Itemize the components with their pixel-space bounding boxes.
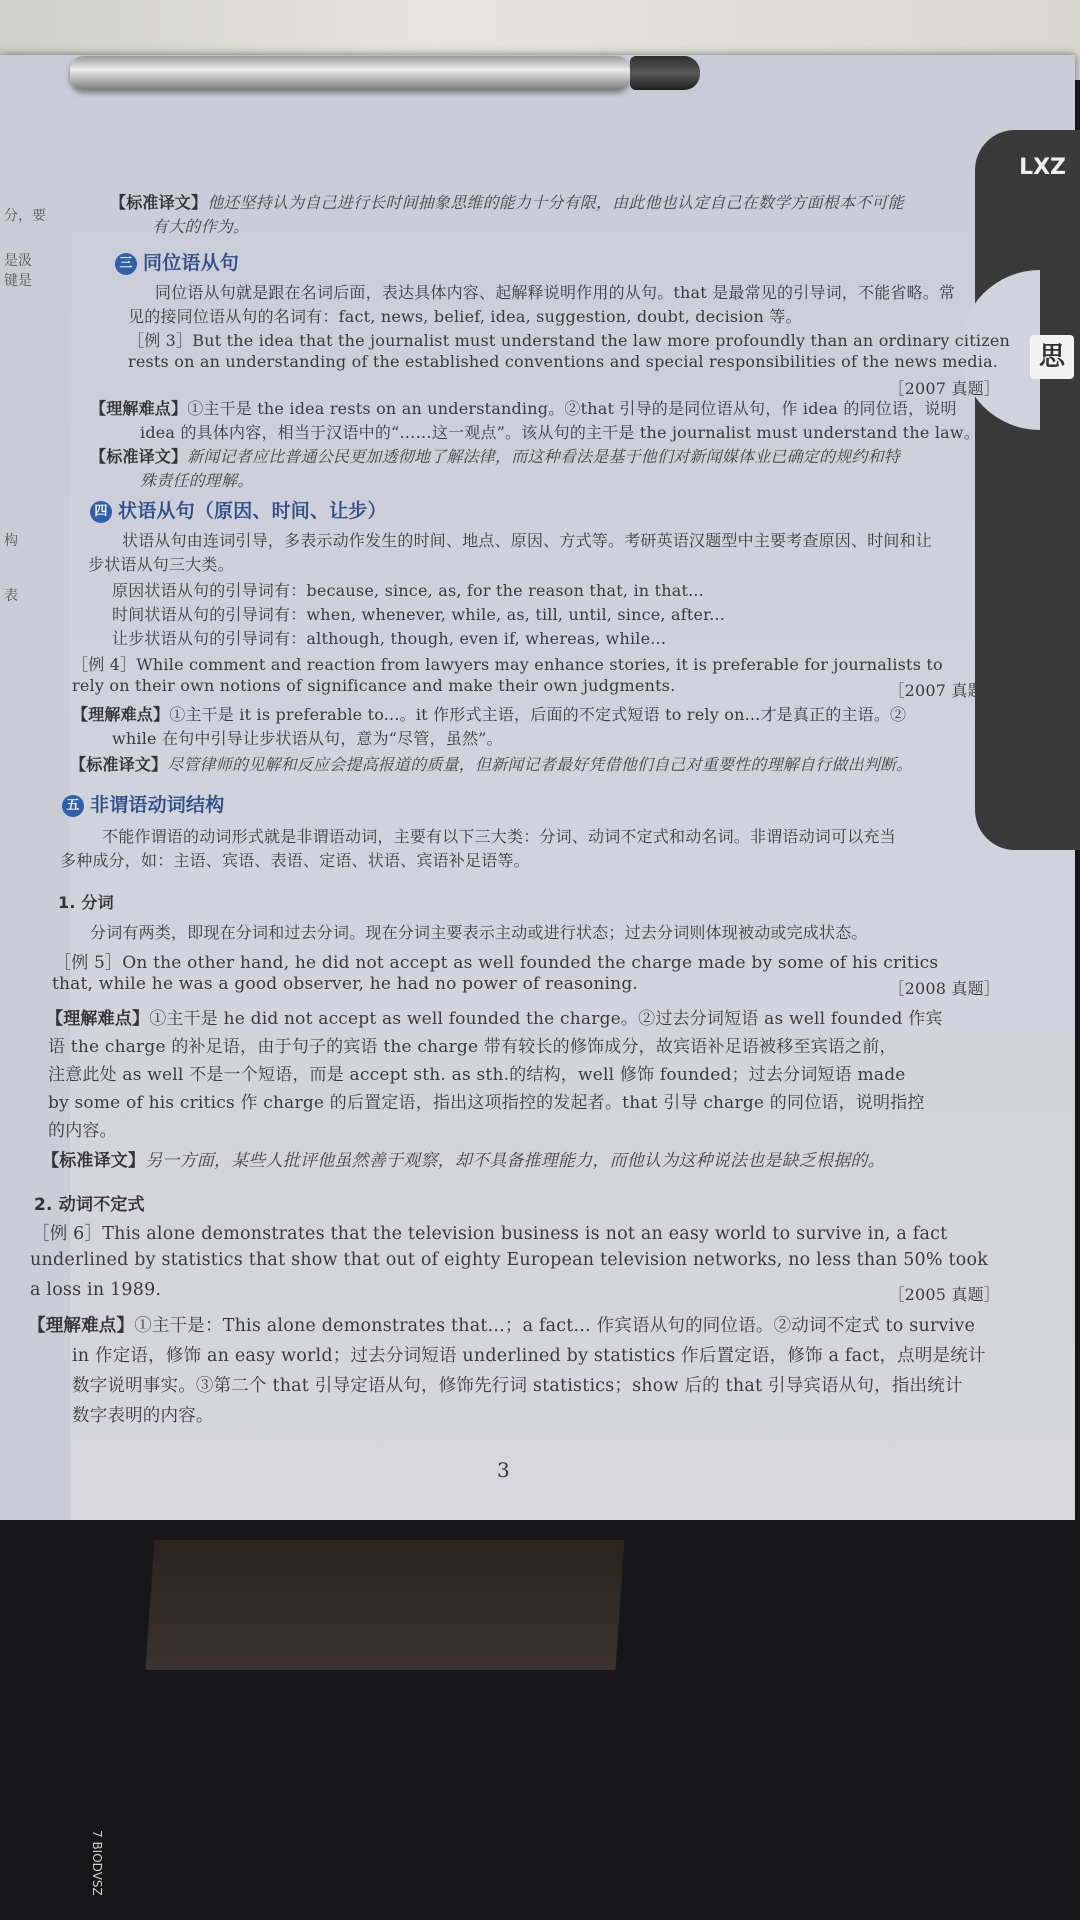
body-line: 状语从句由连词引导，多表示动作发生的时间、地点、原因、方式等。考研英语汉题型中主要考查原因、时间和让 [122, 531, 933, 550]
source-tag: ［2005 真题］ [888, 1285, 1000, 1304]
example-text: This alone demonstrates that the television business is not an easy world to survive in, a fact [102, 1224, 948, 1244]
tab-shape [975, 130, 1080, 850]
translation-text: 尽管律师的见解和反应会提高报道的质量，但新闻记者最好凭借他们自己对重要性的理解自行做出判断。 [167, 755, 913, 774]
pen-cap [630, 56, 700, 90]
source-tag: ［2007 真题］ [888, 681, 1000, 700]
source-tag: ［2007 真题］ [888, 379, 1000, 398]
section-heading [90, 496, 387, 523]
text-line [46, 1004, 943, 1029]
edge-text: 7 BIODVSZ [90, 1830, 104, 1896]
example-line: rely on their own notions of significance and make their own judgments. [72, 676, 676, 695]
label-translation: 【标准译文】 [70, 755, 168, 774]
tab-char: 思 [1030, 335, 1074, 379]
difficulty-text: ①主干是 the idea rests on an understanding。②that 引导的是同位语从句，作 idea 的同位语，说明 [187, 399, 957, 418]
margin-fragment: 是汲 [4, 253, 32, 269]
source-tag: ［2008 真题］ [888, 979, 1000, 998]
example-line [54, 948, 938, 973]
difficulty-text: 语 the charge 的补足语，由于句子的宾语 the charge 带有较长的修饰成分，故宾语补足语被移至宾语之前， [48, 1037, 897, 1057]
example-text: But the idea that the journalist must understand the law more profoundly than an ordinary citizen [192, 331, 1011, 350]
pen [70, 56, 630, 90]
margin-fragment: 构 [4, 533, 18, 549]
difficulty-text: 的内容。 [48, 1121, 117, 1141]
section-title: 非谓语动词结构 [90, 794, 225, 816]
section-title: 同位语从句 [143, 252, 240, 274]
section-heading [115, 248, 239, 275]
chapter-side-tab [975, 80, 1080, 830]
text-line [70, 752, 912, 775]
translation-text: 有大的作为。 [152, 217, 250, 236]
text-line [110, 190, 904, 213]
label-translation: 【标准译文】 [90, 447, 188, 466]
difficulty-text: idea 的具体内容，相当于汉语中的“……这一观点”。该从句的主干是 the journalist must understand the law。 [140, 423, 980, 442]
example-line [128, 328, 1010, 351]
label-translation: 【标准译文】 [110, 193, 208, 212]
label-difficulty: 【理解难点】 [46, 1009, 150, 1029]
example-text: While comment and reaction from lawyers may enhance stories, it is preferable for journalists to [136, 655, 943, 674]
example-label: ［例 4］ [72, 655, 137, 674]
difficulty-text: 数字表明的内容。 [72, 1406, 214, 1426]
body-line: 步状语从句三大类。 [88, 555, 234, 574]
page-number: 3 [497, 1458, 510, 1482]
label-translation: 【标准译文】 [42, 1151, 146, 1171]
body-line: 见的接同位语从句的名词有：fact, news, belief, idea, suggestion, doubt, decision 等。 [128, 307, 802, 326]
text-line [90, 396, 957, 419]
margin-fragment: 表 [4, 588, 18, 604]
translation-text: 另一方面，某些人批评他虽然善于观察，却不具备推理能力，而他认为这种说法也是缺乏根据的。 [145, 1151, 885, 1171]
text-line [28, 1312, 975, 1337]
difficulty-text: by some of his critics 作 charge 的后置定语，指出这项指控的发起者。that 引导 charge 的同位语，说明指控 [48, 1093, 925, 1113]
example-line [32, 1220, 947, 1245]
shadow-patch [145, 1540, 624, 1670]
example-label: ［例 5］ [54, 953, 123, 973]
body-line: 不能作谓语的动词形式就是非谓语动词，主要有以下三大类：分词、动词不定式和动名词。非谓语动词可以充当 [102, 827, 896, 846]
body-line: 分词有两类，即现在分词和过去分词。现在分词主要表示主动或进行状态；过去分词则体现被动或完成状态。 [90, 923, 868, 942]
tab-code: LXZ [1019, 155, 1066, 180]
difficulty-text: 注意此处 as well 不是一个短语，而是 accept sth. as sth.的结构，well 修饰 founded；过去分词短语 made [48, 1065, 906, 1085]
text-line [90, 444, 900, 467]
section-number-icon: 四 [90, 501, 112, 523]
translation-text: 他还坚持认为自己进行长时间抽象思维的能力十分有限，由此他也认定自己在数学方面根本不可能 [207, 193, 904, 212]
label-difficulty: 【理解难点】 [72, 705, 170, 724]
example-line: underlined by statistics that show that out of eighty European television networks, no less than 50% took [30, 1250, 988, 1270]
rule-line: 让步状语从句的引导词有：although, though, even if, whereas, while... [112, 629, 667, 648]
subsection-title: 2. 动词不定式 [34, 1195, 145, 1215]
text-line [42, 1146, 885, 1171]
section-number-icon: 五 [62, 795, 84, 817]
label-difficulty: 【理解难点】 [28, 1316, 135, 1336]
example-label: ［例 3］ [128, 331, 193, 350]
text-line [72, 702, 906, 725]
example-text: On the other hand, he did not accept as well founded the charge made by some of his critics [122, 953, 939, 973]
margin-fragment: 键是 [4, 273, 32, 289]
section-number-icon: 三 [115, 253, 137, 275]
margin-fragment: 分，要 [4, 208, 46, 224]
example-line: rests on an understanding of the established conventions and special responsibilities of the news media. [128, 352, 999, 371]
difficulty-text: in 作定语，修饰 an easy world；过去分词短语 underlined by statistics 作后置定语，修饰 a fact，点明是统计 [72, 1346, 986, 1366]
difficulty-text: 数字说明事实。③第二个 that 引导定语从句，修饰先行词 statistics；show 后的 that 引导宾语从句，指出统计 [72, 1376, 963, 1396]
example-line: a loss in 1989. [30, 1280, 162, 1300]
example-line [72, 652, 943, 675]
difficulty-text: ①主干是 it is preferable to...。it 作形式主语，后面的不定式短语 to rely on...才是真正的主语。② [169, 705, 907, 724]
example-label: ［例 6］ [32, 1224, 103, 1244]
rule-line: 原因状语从句的引导词有：because, since, as, for the reason that, in that... [112, 581, 704, 600]
difficulty-text: ①主干是 he did not accept as well founded the charge。②过去分词短语 as well founded 作宾 [149, 1009, 943, 1029]
difficulty-text: ①主干是：This alone demonstrates that...；a fact... 作宾语从句的同位语。②动词不定式 to survive [134, 1316, 976, 1336]
body-line: 同位语从句就是跟在名词后面，表达具体内容、起解释说明作用的从句。that 是最常见的引导词，不能省略。常 [155, 283, 956, 302]
rule-line: 时间状语从句的引导词有：when, whenever, while, as, till, until, since, after... [112, 605, 726, 624]
section-heading [62, 790, 224, 817]
label-difficulty: 【理解难点】 [90, 399, 188, 418]
example-line: that, while he was a good observer, he had no power of reasoning. [52, 974, 639, 994]
subsection-title: 1. 分词 [58, 893, 114, 912]
section-title: 状语从句（原因、时间、让步） [118, 500, 387, 522]
difficulty-text: while 在句中引导让步状语从句，意为“尽管，虽然”。 [112, 729, 503, 748]
translation-text: 殊责任的理解。 [140, 471, 254, 490]
translation-text: 新闻记者应比普通公民更加透彻地了解法律，而这种看法是基于他们对新闻媒体业已确定的规约和特 [187, 447, 901, 466]
body-line: 多种成分，如：主语、宾语、表语、定语、状语、宾语补足语等。 [60, 851, 530, 870]
